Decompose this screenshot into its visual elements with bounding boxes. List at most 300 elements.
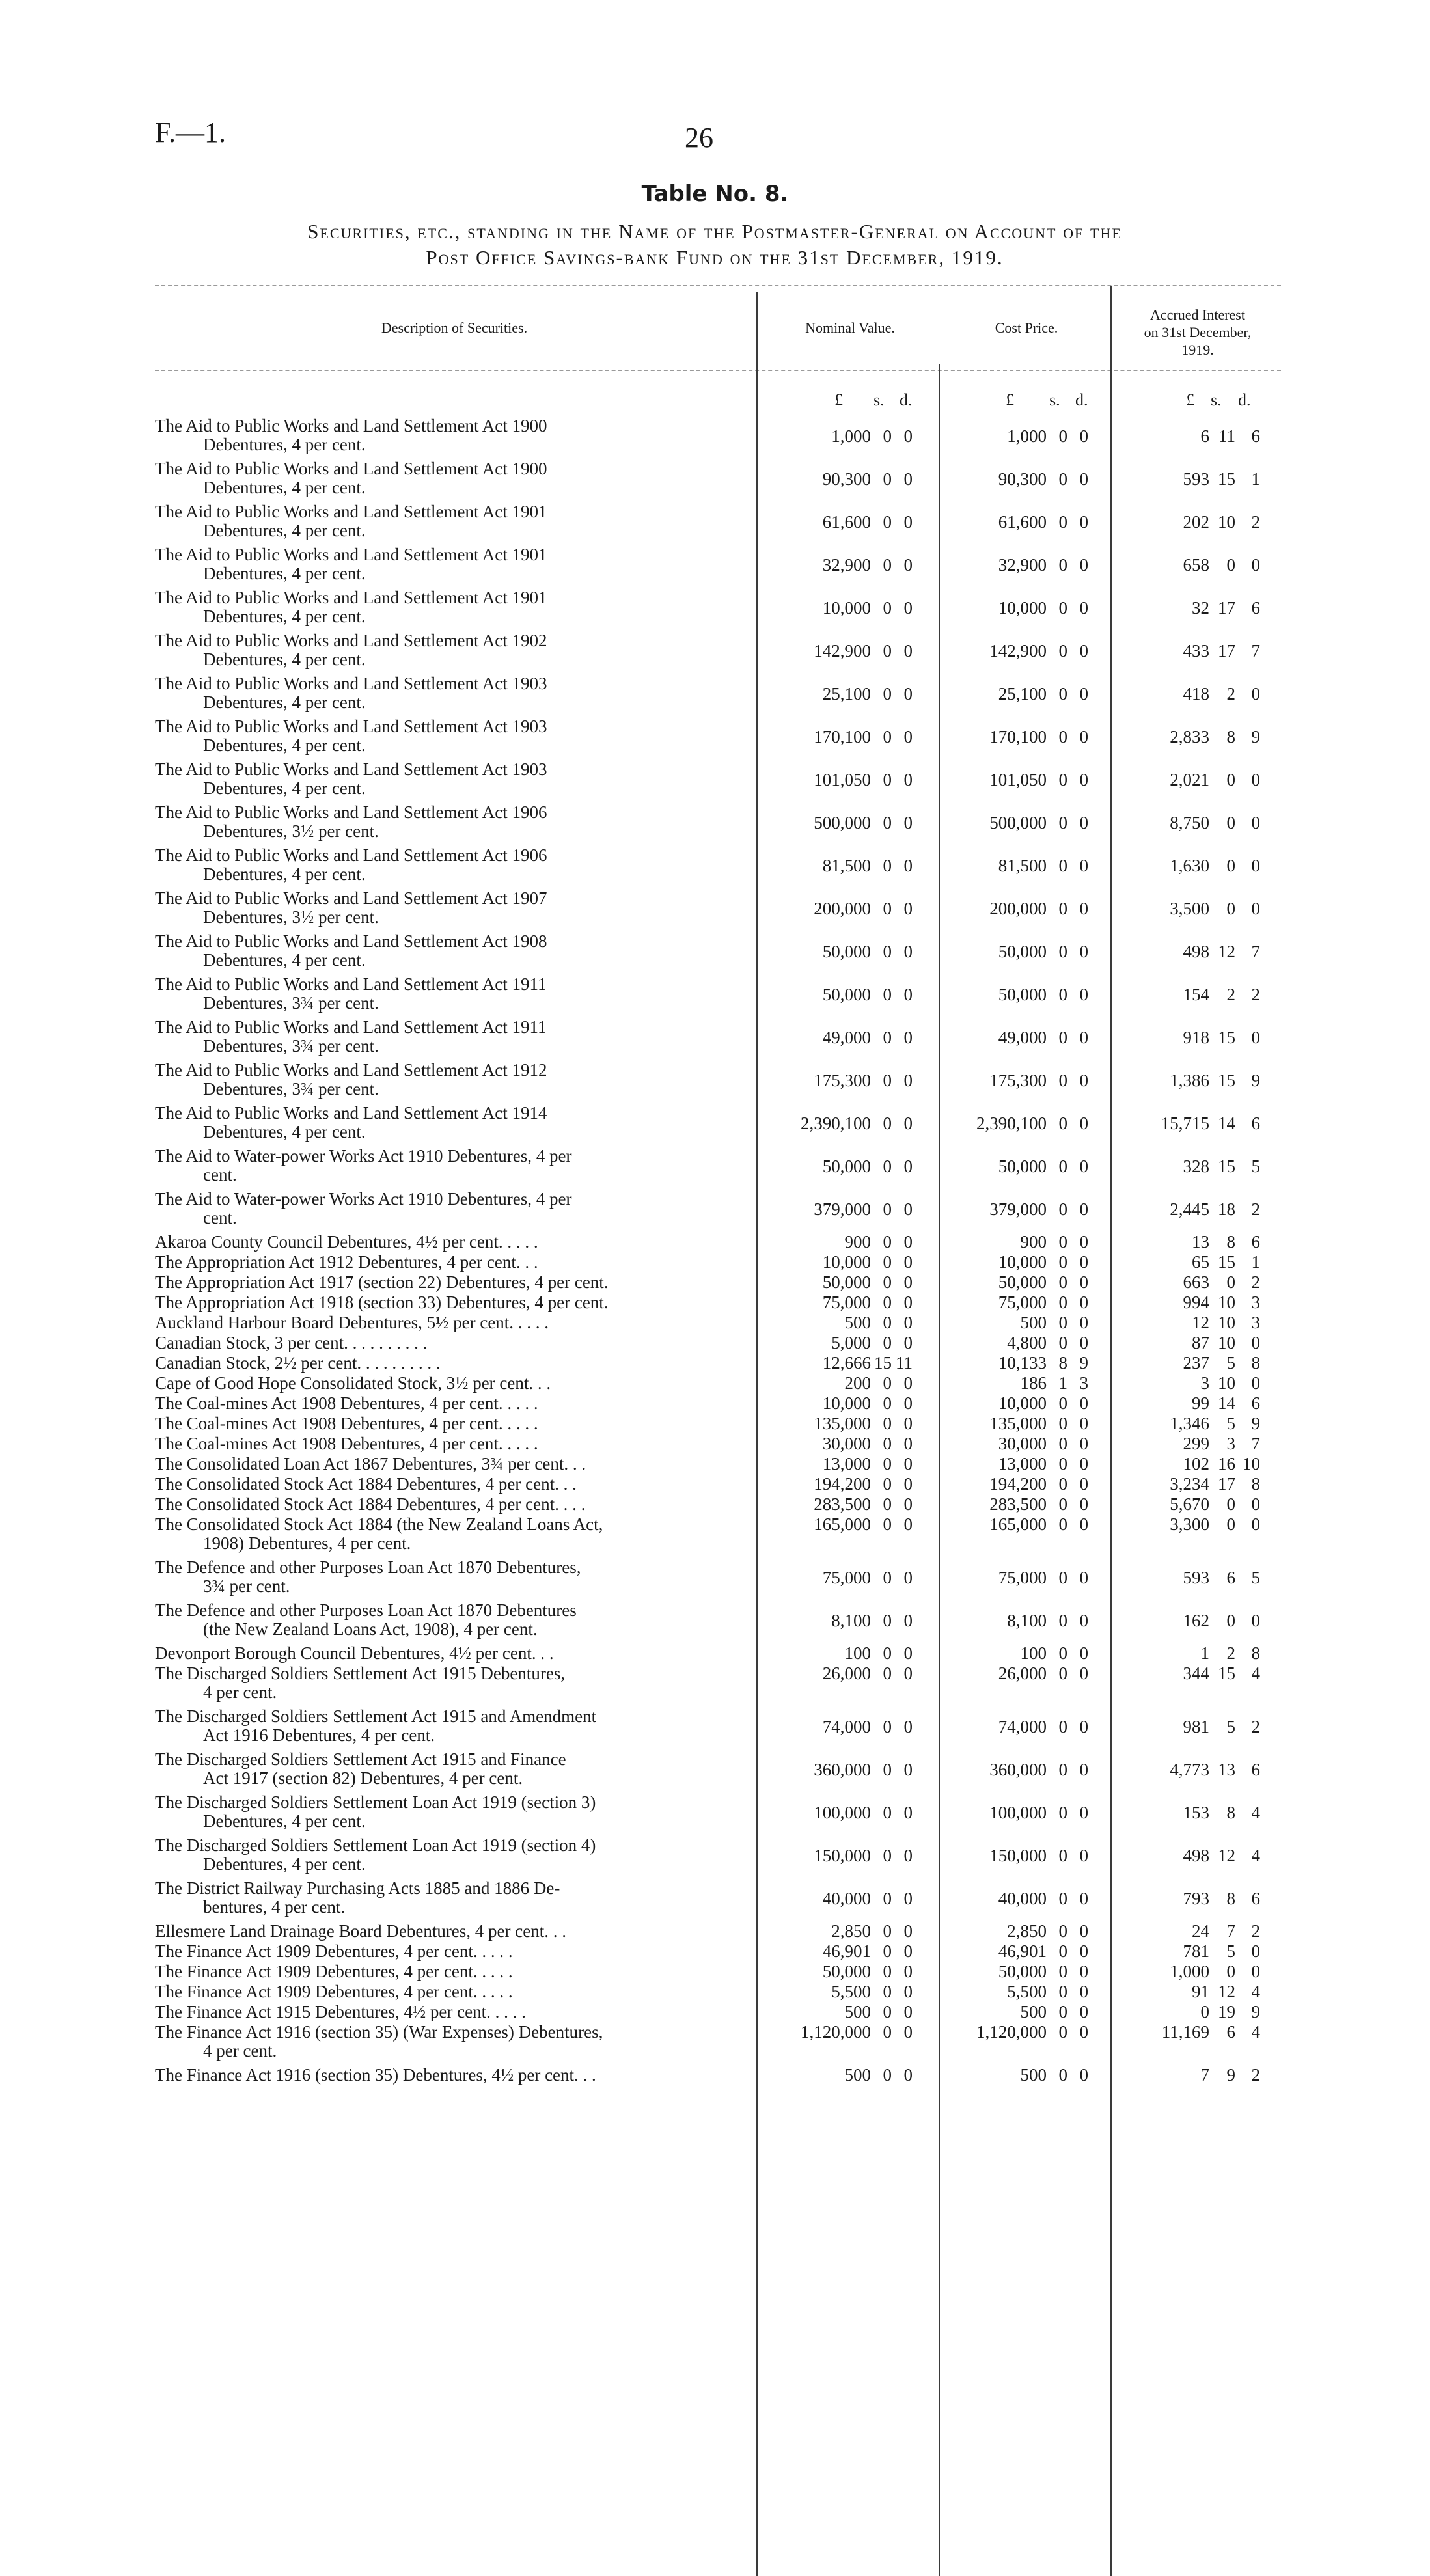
- cost-pence: 0: [1079, 1157, 1088, 1176]
- cost-pence: 0: [1079, 2002, 1088, 2021]
- nominal-pounds: 50,000: [822, 985, 871, 1004]
- table-row: [0, 1018, 1430, 1061]
- security-description-line2: Act 1916 Debentures, 4 per cent.: [203, 1725, 435, 1745]
- table-row: [0, 1664, 1430, 1707]
- cost-pence: 0: [1079, 1474, 1088, 1494]
- security-description-line2: Debentures, 4 per cent.: [203, 692, 366, 712]
- cost-pounds: 900: [1020, 1232, 1047, 1252]
- interest-shillings: 7: [1226, 1921, 1235, 1941]
- nominal-pounds: 40,000: [822, 1889, 871, 1908]
- interest-shillings: 0: [1226, 1514, 1235, 1534]
- interest-shillings: 6: [1226, 2022, 1235, 2042]
- security-description: [155, 1354, 754, 1373]
- interest-pence: 0: [1251, 1028, 1260, 1047]
- cost-pence: 0: [1079, 1889, 1088, 1908]
- nominal-pounds: 5,000: [831, 1333, 871, 1352]
- interest-pence: 6: [1251, 1760, 1260, 1779]
- cost-pounds: 1,120,000: [976, 2022, 1047, 2042]
- table-row: [0, 1962, 1430, 1982]
- nominal-shillings: 0: [883, 1982, 892, 2001]
- cost-pence: 0: [1079, 1313, 1088, 1332]
- cost-shillings: 0: [1058, 1889, 1067, 1908]
- interest-pence: 8: [1251, 1474, 1260, 1494]
- security-description: [155, 459, 754, 497]
- cost-pence: 0: [1079, 727, 1088, 747]
- interest-pence: 0: [1251, 1962, 1260, 1981]
- interest-pence: 2: [1251, 1199, 1260, 1219]
- table-row: [0, 1354, 1430, 1374]
- security-description-line1: Akaroa County Council Debentures, 4½ per cent. . . . .: [155, 1232, 538, 1252]
- interest-shillings: 17: [1218, 598, 1235, 618]
- nominal-shillings: 0: [883, 598, 892, 618]
- interest-pence: 8: [1251, 1353, 1260, 1373]
- security-description-line2: Debentures, 4 per cent.: [203, 778, 366, 798]
- nominal-shillings: 0: [883, 1643, 892, 1663]
- unit-pence: d.: [1238, 391, 1251, 409]
- security-description-line1: The Aid to Public Works and Land Settlement Act 1901: [155, 502, 547, 521]
- nominal-pounds: 100,000: [814, 1803, 871, 1822]
- cost-shillings: 0: [1058, 1199, 1067, 1219]
- cost-pence: 0: [1079, 1272, 1088, 1292]
- interest-pence: 9: [1251, 727, 1260, 747]
- cost-pounds: 30,000: [998, 1434, 1047, 1453]
- nominal-pence: 0: [903, 1333, 913, 1352]
- cost-shillings: 0: [1058, 1414, 1067, 1433]
- nominal-pounds: 81,500: [822, 856, 871, 875]
- interest-pounds: 1,000: [1170, 1962, 1209, 1981]
- nominal-pence: 0: [903, 1028, 913, 1047]
- interest-shillings: 5: [1226, 1941, 1235, 1961]
- cost-shillings: 0: [1058, 1232, 1067, 1252]
- cost-pounds: 194,200: [989, 1474, 1047, 1494]
- interest-pence: 9: [1251, 2002, 1260, 2021]
- security-description: [155, 2003, 754, 2021]
- security-description: [155, 1147, 754, 1185]
- securities-table-body: [0, 417, 1430, 2086]
- security-description: [155, 1750, 754, 1788]
- security-description-line2: Debentures, 3½ per cent.: [203, 821, 379, 841]
- nominal-pounds: 75,000: [822, 1293, 871, 1312]
- table-row: [0, 1836, 1430, 1879]
- nominal-pounds: 500: [844, 1313, 871, 1332]
- interest-pence: 10: [1243, 1454, 1260, 1473]
- security-description: [155, 1190, 754, 1227]
- interest-pounds: 24: [1192, 1921, 1209, 1941]
- cost-shillings: 0: [1058, 1313, 1067, 1332]
- nominal-pounds: 5,500: [831, 1982, 871, 2001]
- cost-shillings: 0: [1058, 1293, 1067, 1312]
- nominal-shillings: 0: [883, 899, 892, 918]
- security-description-line2: 4 per cent.: [203, 2041, 277, 2061]
- interest-pence: 2: [1251, 1717, 1260, 1736]
- table-row: [0, 1475, 1430, 1495]
- interest-pounds: 593: [1183, 469, 1209, 489]
- nominal-pence: 0: [903, 1414, 913, 1433]
- nominal-pounds: 175,300: [814, 1071, 871, 1090]
- interest-shillings: 3: [1226, 1434, 1235, 1453]
- nominal-pence: 0: [903, 1982, 913, 2001]
- nominal-shillings: 0: [883, 1962, 892, 1981]
- table-caption: [150, 219, 1280, 271]
- nominal-pence: 0: [903, 1373, 913, 1393]
- table-row: [0, 1793, 1430, 1836]
- nominal-pence: 11: [896, 1353, 913, 1373]
- security-description-line2: Debentures, 4 per cent.: [203, 650, 366, 669]
- nominal-pence: 0: [903, 2002, 913, 2021]
- security-description-line2: 4 per cent.: [203, 1682, 277, 1702]
- cost-pounds: 5,500: [1007, 1982, 1047, 2001]
- nominal-pence: 0: [903, 813, 913, 832]
- security-description-line1: The Finance Act 1916 (section 35) Debentures, 4½ per cent. . .: [155, 2065, 596, 2085]
- interest-shillings: 2: [1226, 985, 1235, 1004]
- cost-pounds: 200,000: [989, 899, 1047, 918]
- cost-pounds: 2,850: [1007, 1921, 1047, 1941]
- security-description-line1: The Aid to Water-power Works Act 1910 Debentures, 4 per: [155, 1146, 572, 1166]
- interest-pence: 6: [1251, 598, 1260, 618]
- nominal-pounds: 46,901: [822, 1941, 871, 1961]
- cost-pence: 0: [1079, 512, 1088, 532]
- cost-pence: 0: [1079, 1568, 1088, 1587]
- table-row: [0, 417, 1430, 459]
- security-description: [155, 760, 754, 798]
- interest-pounds: 202: [1183, 512, 1209, 532]
- nominal-shillings: 0: [883, 2022, 892, 2042]
- cost-shillings: 0: [1058, 1474, 1067, 1494]
- cost-pounds: 50,000: [998, 1272, 1047, 1292]
- security-description-line2: Debentures, 4 per cent.: [203, 607, 366, 626]
- interest-pence: 3: [1251, 1293, 1260, 1312]
- security-description: [155, 588, 754, 626]
- interest-shillings: 5: [1226, 1353, 1235, 1373]
- interest-pounds: 1: [1200, 1643, 1209, 1663]
- interest-shillings: 12: [1218, 1982, 1235, 2001]
- cost-shillings: 0: [1058, 2022, 1067, 2042]
- cost-pence: 0: [1079, 899, 1088, 918]
- security-description-line1: The Aid to Public Works and Land Settlement Act 1903: [155, 760, 547, 779]
- security-description: [155, 1455, 754, 1473]
- interest-pence: 2: [1251, 1921, 1260, 1941]
- table-row: [0, 1394, 1430, 1414]
- nominal-pounds: 142,900: [814, 641, 871, 661]
- security-description-line1: The Discharged Soldiers Settlement Act 1915 and Finance: [155, 1749, 566, 1769]
- cost-shillings: 0: [1058, 1921, 1067, 1941]
- cost-shillings: 0: [1058, 770, 1067, 789]
- col-head-interest-line2: on 31st December,: [1144, 324, 1252, 340]
- interest-shillings: 14: [1218, 1114, 1235, 1133]
- security-description-line1: Canadian Stock, 3 per cent. . . . . . . . . .: [155, 1333, 428, 1352]
- cost-pounds: 50,000: [998, 942, 1047, 961]
- nominal-pence: 0: [903, 899, 913, 918]
- nominal-shillings: 0: [883, 1293, 892, 1312]
- interest-pounds: 344: [1183, 1664, 1209, 1683]
- cost-pounds: 50,000: [998, 1157, 1047, 1176]
- interest-shillings: 0: [1226, 1272, 1235, 1292]
- cost-pence: 0: [1079, 1962, 1088, 1981]
- table-row: [0, 1558, 1430, 1601]
- cost-pence: 0: [1079, 1333, 1088, 1352]
- cost-shillings: 0: [1058, 1664, 1067, 1683]
- security-description-line1: The Discharged Soldiers Settlement Act 1915 and Amendment: [155, 1706, 597, 1726]
- security-description-line1: The Aid to Public Works and Land Settlement Act 1900: [155, 416, 547, 435]
- nominal-shillings: 0: [883, 770, 892, 789]
- cost-shillings: 0: [1058, 1494, 1067, 1514]
- interest-pounds: 328: [1183, 1157, 1209, 1176]
- security-description: [155, 1475, 754, 1494]
- security-description-line1: The Aid to Public Works and Land Settlement Act 1912: [155, 1060, 547, 1080]
- nominal-pence: 0: [903, 1611, 913, 1630]
- security-description-line1: The Finance Act 1909 Debentures, 4 per cent. . . . .: [155, 1982, 513, 2001]
- interest-pounds: 981: [1183, 1717, 1209, 1736]
- nominal-shillings: 0: [883, 1028, 892, 1047]
- unit-pounds: £: [1186, 391, 1194, 409]
- security-description-line1: The Appropriation Act 1917 (section 22) Debentures, 4 per cent.: [155, 1272, 609, 1292]
- nominal-pounds: 10,000: [822, 598, 871, 618]
- cost-pounds: 4,800: [1007, 1333, 1047, 1352]
- cost-pounds: 135,000: [989, 1414, 1047, 1433]
- cost-pence: 0: [1079, 598, 1088, 618]
- security-description-line2: cent.: [203, 1165, 237, 1185]
- interest-shillings: 2: [1226, 684, 1235, 704]
- cost-pence: 0: [1079, 1982, 1088, 2001]
- interest-pounds: 0: [1200, 2002, 1209, 2021]
- interest-pence: 0: [1251, 555, 1260, 575]
- interest-pence: 4: [1251, 1982, 1260, 2001]
- cost-shillings: 0: [1058, 1982, 1067, 2001]
- security-description: [155, 1313, 754, 1332]
- cost-shillings: 0: [1058, 1157, 1067, 1176]
- security-description: [155, 1922, 754, 1941]
- interest-pounds: 3,300: [1170, 1514, 1209, 1534]
- interest-pounds: 15,715: [1161, 1114, 1209, 1133]
- interest-pence: 0: [1251, 813, 1260, 832]
- interest-pounds: 299: [1183, 1434, 1209, 1453]
- interest-pounds: 1,630: [1170, 856, 1209, 875]
- security-description-line2: Debentures, 4 per cent.: [203, 478, 366, 497]
- cost-shillings: 0: [1058, 1611, 1067, 1630]
- nominal-pence: 0: [903, 2065, 913, 2085]
- cost-pounds: 170,100: [989, 727, 1047, 747]
- cost-shillings: 0: [1058, 1272, 1067, 1292]
- nominal-pounds: 100: [844, 1643, 871, 1663]
- nominal-shillings: 0: [883, 1803, 892, 1822]
- security-description: [155, 1495, 754, 1514]
- col-head-description: Description of Securities.: [381, 320, 528, 336]
- nominal-shillings: 0: [883, 1373, 892, 1393]
- unit-pence: d.: [900, 391, 913, 409]
- security-description-line1: The Aid to Public Works and Land Settlement Act 1901: [155, 545, 547, 564]
- interest-shillings: 5: [1226, 1717, 1235, 1736]
- cost-shillings: 1: [1058, 1373, 1067, 1393]
- nominal-pounds: 32,900: [822, 555, 871, 575]
- table-row: [0, 459, 1430, 502]
- interest-shillings: 17: [1218, 1474, 1235, 1494]
- interest-pounds: 154: [1183, 985, 1209, 1004]
- security-description-line2: Debentures, 4 per cent.: [203, 1811, 366, 1831]
- interest-pounds: 4,773: [1170, 1760, 1209, 1779]
- nominal-shillings: 0: [883, 1889, 892, 1908]
- table-row: [0, 717, 1430, 760]
- table-row: [0, 803, 1430, 846]
- nominal-pence: 0: [903, 1454, 913, 1473]
- nominal-pence: 0: [903, 1157, 913, 1176]
- table-row: [0, 588, 1430, 631]
- interest-pence: 7: [1251, 641, 1260, 661]
- security-description-line1: The District Railway Purchasing Acts 1885 and 1886 De-: [155, 1878, 560, 1898]
- nominal-pounds: 500: [844, 2002, 871, 2021]
- security-description-line2: cent.: [203, 1208, 237, 1227]
- security-description-line2: 3¾ per cent.: [203, 1576, 290, 1596]
- interest-pounds: 153: [1183, 1803, 1209, 1822]
- cost-pounds: 81,500: [998, 856, 1047, 875]
- interest-shillings: 10: [1218, 512, 1235, 532]
- interest-pence: 2: [1251, 1272, 1260, 1292]
- table-row: [0, 2023, 1430, 2066]
- security-description: [155, 2023, 754, 2061]
- nominal-pounds: 165,000: [814, 1514, 871, 1534]
- nominal-shillings: 0: [883, 942, 892, 961]
- interest-pence: 6: [1251, 1232, 1260, 1252]
- cost-shillings: 0: [1058, 1760, 1067, 1779]
- interest-shillings: 6: [1226, 1568, 1235, 1587]
- nominal-pounds: 12,666: [822, 1353, 871, 1373]
- cost-pounds: 46,901: [998, 1941, 1047, 1961]
- security-description: [155, 1836, 754, 1874]
- nominal-shillings: 0: [883, 813, 892, 832]
- nominal-shillings: 0: [883, 469, 892, 489]
- interest-pence: 0: [1251, 1494, 1260, 1514]
- interest-pounds: 99: [1192, 1393, 1209, 1413]
- security-description-line1: The Consolidated Stock Act 1884 (the New Zealand Loans Act,: [155, 1514, 603, 1534]
- interest-pounds: 3,234: [1170, 1474, 1209, 1494]
- nominal-pence: 0: [903, 1803, 913, 1822]
- nominal-pounds: 74,000: [822, 1717, 871, 1736]
- interest-pounds: 498: [1183, 942, 1209, 961]
- table-row: [0, 2003, 1430, 2023]
- table-row: [0, 1061, 1430, 1104]
- cost-pounds: 360,000: [989, 1760, 1047, 1779]
- interest-pounds: 781: [1183, 1941, 1209, 1961]
- cost-pounds: 10,000: [998, 1393, 1047, 1413]
- security-description: [155, 1962, 754, 1981]
- cost-shillings: 0: [1058, 1028, 1067, 1047]
- cost-pence: 0: [1079, 2022, 1088, 2042]
- nominal-pounds: 10,000: [822, 1252, 871, 1272]
- cost-pence: 0: [1079, 1454, 1088, 1473]
- security-description-line2: 1908) Debentures, 4 per cent.: [203, 1533, 411, 1553]
- cost-shillings: 0: [1058, 598, 1067, 618]
- security-description-line1: Devonport Borough Council Debentures, 4½ per cent. . .: [155, 1643, 554, 1663]
- cost-shillings: 0: [1058, 985, 1067, 1004]
- series-code: F.—1.: [155, 116, 226, 148]
- security-description: [155, 975, 754, 1013]
- interest-pence: 0: [1251, 899, 1260, 918]
- cost-pounds: 49,000: [998, 1028, 1047, 1047]
- unit-pounds: £: [834, 391, 843, 409]
- cost-pence: 0: [1079, 1760, 1088, 1779]
- nominal-pounds: 50,000: [822, 1962, 871, 1981]
- cost-pence: 0: [1079, 1252, 1088, 1272]
- security-description-line2: Debentures, 4 per cent.: [203, 435, 366, 454]
- security-description: [155, 1879, 754, 1917]
- nominal-pence: 0: [903, 641, 913, 661]
- interest-pence: 4: [1251, 2022, 1260, 2042]
- cost-pence: 0: [1079, 555, 1088, 575]
- cost-shillings: 0: [1058, 1434, 1067, 1453]
- nominal-shillings: 0: [883, 1333, 892, 1352]
- interest-shillings: 18: [1218, 1199, 1235, 1219]
- interest-pence: 2: [1251, 512, 1260, 532]
- nominal-pence: 0: [903, 1272, 913, 1292]
- nominal-pence: 0: [903, 1889, 913, 1908]
- interest-pounds: 663: [1183, 1272, 1209, 1292]
- security-description-line1: The Finance Act 1915 Debentures, 4½ per cent. . . . .: [155, 2002, 526, 2021]
- nominal-shillings: 0: [883, 1071, 892, 1090]
- nominal-pence: 0: [903, 1434, 913, 1453]
- security-description-line1: The Finance Act 1909 Debentures, 4 per cent. . . . .: [155, 1962, 513, 1981]
- cost-pence: 0: [1079, 1434, 1088, 1453]
- nominal-pounds: 8,100: [831, 1611, 871, 1630]
- cost-shillings: 0: [1058, 1803, 1067, 1822]
- nominal-pence: 0: [903, 1494, 913, 1514]
- interest-pence: 0: [1251, 770, 1260, 789]
- security-description: [155, 545, 754, 583]
- nominal-pence: 0: [903, 1252, 913, 1272]
- table-row: [0, 1644, 1430, 1664]
- security-description: [155, 417, 754, 454]
- interest-pounds: 418: [1183, 684, 1209, 704]
- interest-pence: 4: [1251, 1846, 1260, 1865]
- interest-pence: 0: [1251, 1333, 1260, 1352]
- table-row: [0, 1515, 1430, 1558]
- security-description: [155, 1982, 754, 2001]
- cost-pence: 3: [1079, 1373, 1088, 1393]
- interest-shillings: 0: [1226, 1962, 1235, 1981]
- nominal-pounds: 1,120,000: [801, 2022, 871, 2042]
- security-description: [155, 1414, 754, 1433]
- cost-pounds: 8,100: [1007, 1611, 1047, 1630]
- security-description: [155, 1374, 754, 1393]
- cost-pounds: 61,600: [998, 512, 1047, 532]
- col-head-interest-line3: 1919.: [1181, 342, 1214, 358]
- cost-shillings: 8: [1058, 1353, 1067, 1373]
- interest-pence: 4: [1251, 1664, 1260, 1683]
- cost-pounds: 101,050: [989, 770, 1047, 789]
- interest-pence: 0: [1251, 1941, 1260, 1961]
- nominal-pounds: 26,000: [822, 1664, 871, 1683]
- security-description: [155, 1233, 754, 1252]
- interest-pence: 6: [1251, 1393, 1260, 1413]
- cost-pence: 0: [1079, 1717, 1088, 1736]
- interest-pounds: 32: [1192, 598, 1209, 618]
- interest-shillings: 10: [1218, 1293, 1235, 1312]
- cost-pounds: 150,000: [989, 1846, 1047, 1865]
- interest-shillings: 0: [1226, 899, 1235, 918]
- nominal-pounds: 194,200: [814, 1474, 871, 1494]
- nominal-pounds: 30,000: [822, 1434, 871, 1453]
- interest-shillings: 8: [1226, 1803, 1235, 1822]
- interest-pounds: 7: [1200, 2065, 1209, 2085]
- security-description-line1: The Appropriation Act 1912 Debentures, 4 per cent. . .: [155, 1252, 538, 1272]
- interest-pounds: 1,386: [1170, 1071, 1209, 1090]
- nominal-pence: 0: [903, 1760, 913, 1779]
- table-row: [0, 1707, 1430, 1750]
- cost-pence: 0: [1079, 1643, 1088, 1663]
- cost-pence: 0: [1079, 469, 1088, 489]
- security-description: [155, 2066, 754, 2085]
- interest-pence: 0: [1251, 1514, 1260, 1534]
- table-row: [0, 545, 1430, 588]
- nominal-shillings: 0: [883, 641, 892, 661]
